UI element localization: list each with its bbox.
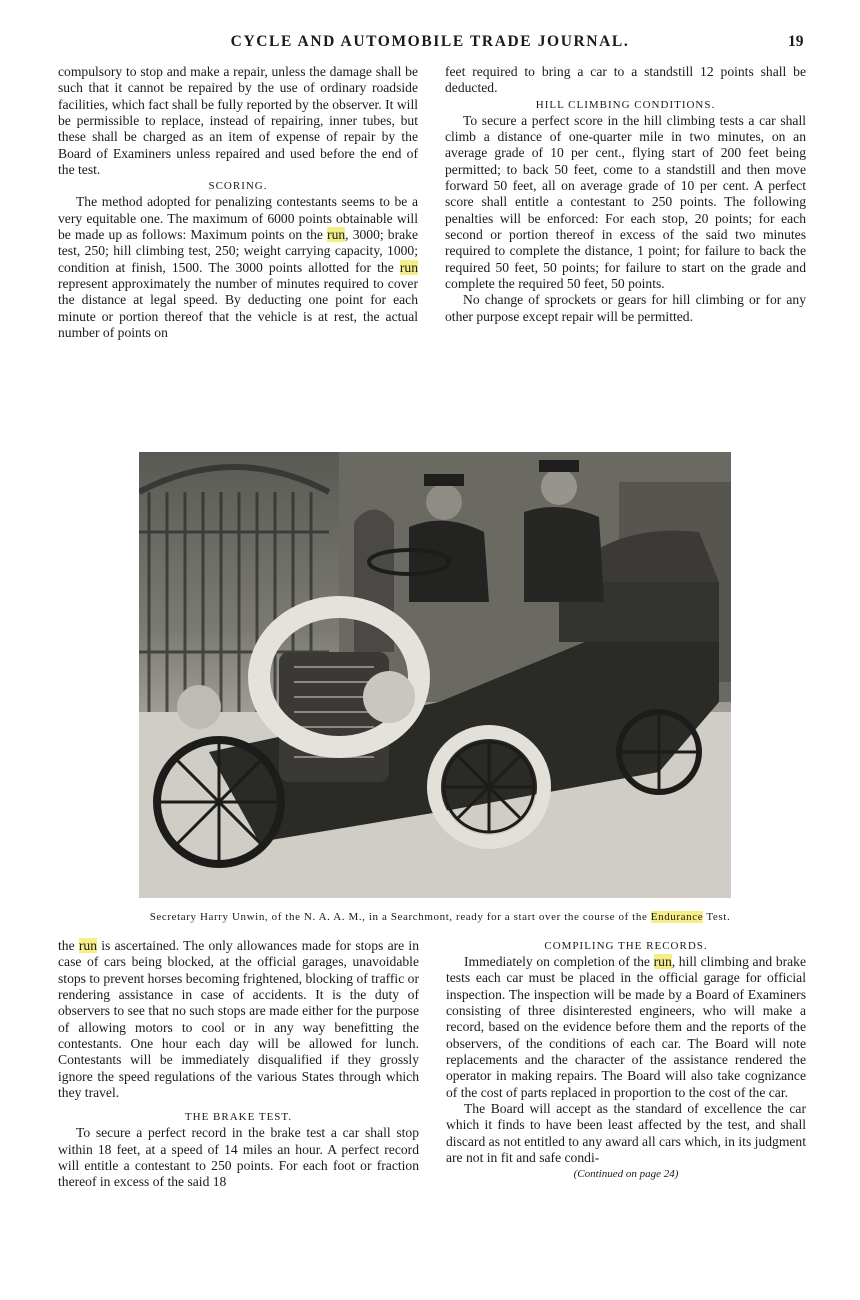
caption-text: Test. xyxy=(703,911,731,923)
text-run: is ascertained. The only allowances made for stops are in case of cars being blocked, at the official garages, unavoidable stops to prevent horses becoming frightened, blocking of traffic or rendering assistance in case of accidents. It is the duty of observers to see that no such stops are made either for the purpose of allowing motors to cool or in any way benefitting the contestants. One hour each day will be allowed for lunch. Contestants will be immediately disqualified if they grossly ignore the speed regulations of the various States through which they travel. xyxy=(58,938,419,1101)
paragraph-hill-climbing: To secure a perfect score in the hill climbing tests a car shall climb a distance of one-quarter mile in two minutes, on an average grade of 10 per cent., flying start of 200 feet being permitted; to back 50 feet, come to a standstill and then move forward 50 feet, all on average grade of 10 per cent. A perfect score shall entitle a contestant to 250 points. The following penalties will be enforced: For each stop, 20 points; for each second or portion thereof in excess of the said two minutes required to complete the distance, 1 point; for failure to back the required 50 feet, 50 points; for failure to start on the grade and complete the required 50 feet, 50 points. xyxy=(445,112,806,292)
text-run: , hill climbing and brake tests each car must be placed in the official garage for official inspection. The inspection will be made by a Board of Examiners consisting of three disinterested engineers, who will make a record, based on the evidence before them and the reports of the observers, of the conditions of each car. The Board will note replacements and the character of the assistance rendered the operator in making repairs. The Board will also take cognizance of the cost of parts replaced in proportion to the cost of the car. xyxy=(446,954,807,1100)
highlighted-term: run xyxy=(653,954,672,969)
highlighted-term: run xyxy=(327,227,346,243)
car-photograph xyxy=(139,452,731,898)
column-bottom-right xyxy=(446,938,806,1183)
text-run: represent approximately the number of minutes required to cover the distance at legal speed. By deducting one point for each minute or portion thereof that the vehicle is at rest, the actual number of points on xyxy=(58,276,418,341)
column-top-left xyxy=(58,64,418,342)
paragraph: compulsory to stop and make a repair, unless the damage shall be such that it cannot be repaired by the use of ordinary roadside facilities, which fact shall be fully reported by the observer. It will be permissible to replace, instead of repairing, inner tubes, but these shall be charged as an item of expense of repair by the Board of Examiners unless repaired and used before the end of the test. xyxy=(58,64,418,178)
paragraph-compiling xyxy=(446,954,806,1101)
column-top-right xyxy=(445,64,806,325)
searchmont-car-illustration xyxy=(139,452,731,898)
highlighted-term: run xyxy=(78,938,97,953)
section-heading-compiling: COMPILING THE RECORDS. xyxy=(544,940,708,952)
photo-caption xyxy=(100,911,780,924)
paragraph-gears: No change of sprockets or gears for hill climbing or for any other purpose except repair will be permitted. xyxy=(445,292,806,324)
page-number: 19 xyxy=(788,33,804,50)
continued-note: (Continued on page 24) xyxy=(573,1168,679,1181)
caption-text: Secretary Harry Unwin, of the N. A. A. M., in a Searchmont, ready for a start over the course of the xyxy=(149,911,651,923)
text-run: , 3000; brake test, 250; hill climbing test, 250; weight carrying capacity, 1000; condition at finish, 1500. The 3000 points allotted for the xyxy=(58,227,418,275)
highlighted-term: run xyxy=(399,259,418,275)
running-title: CYCLE AND AUTOMOBILE TRADE JOURNAL. xyxy=(230,33,630,50)
paragraph: feet required to bring a car to a standstill 12 points shall be deducted. xyxy=(445,64,806,96)
highlighted-term: Endurance xyxy=(650,911,704,923)
section-heading-scoring: SCORING. xyxy=(208,180,268,193)
paragraph-scoring xyxy=(58,194,418,341)
text-run: Immediately on completion of the xyxy=(464,954,654,969)
section-heading-brake-test: THE BRAKE TEST. xyxy=(184,1111,293,1124)
section-heading-hill-climbing: HILL CLIMBING CONDITIONS. xyxy=(535,98,716,111)
paragraph-standard: The Board will accept as the standard of excellence the car which it finds to have been least affected by the test, and shall discard as not entitled to any award all cars which, in its judgment are not in fit and safe condi- xyxy=(446,1101,806,1166)
paragraph-brake-test: To secure a perfect record in the brake test a car shall stop within 18 feet, at a speed of 14 miles an hour. A perfect record will entitle a contestant to 250 points. For each foot or fraction thereof in excess of the said 18 xyxy=(58,1125,419,1190)
column-bottom-left xyxy=(58,938,419,1191)
text-run: the xyxy=(58,938,79,953)
paragraph-allowances xyxy=(58,938,419,1101)
text-run: The method adopted for penalizing contestants seems to be a very equitable one. The maximum of 6000 points obtainable will be made up as follows: Maximum points on the xyxy=(58,194,418,243)
